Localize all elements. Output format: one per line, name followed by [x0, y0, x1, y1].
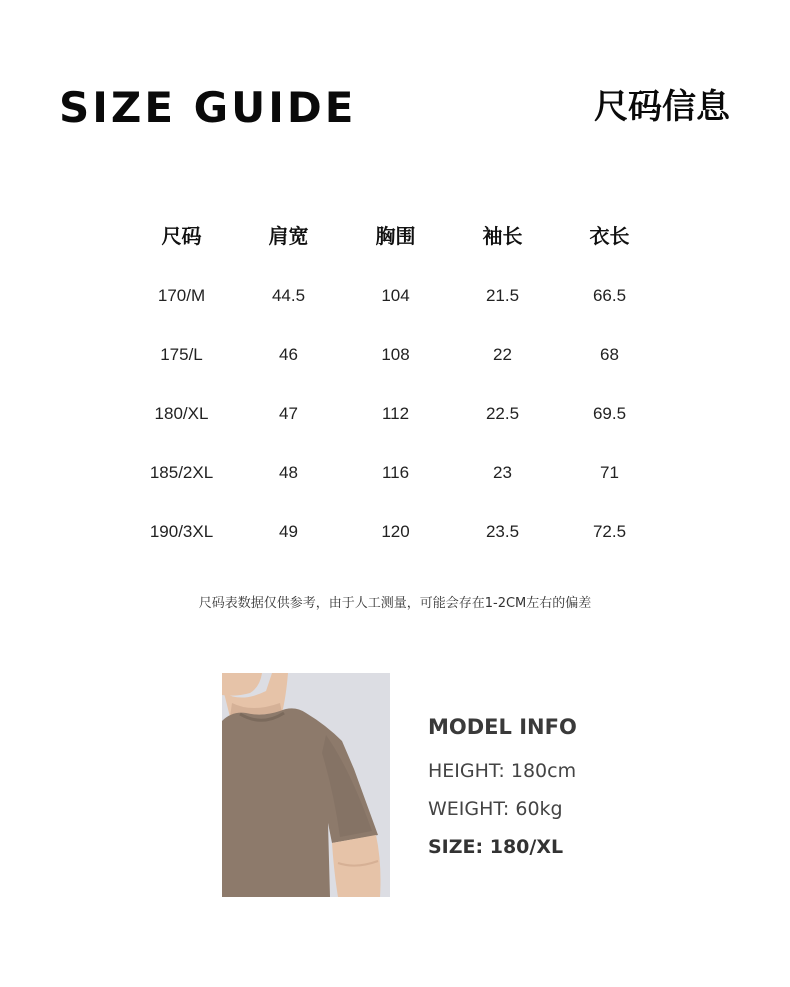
column-header-length: 衣长 — [589, 223, 630, 248]
table-cell: 120 — [381, 521, 410, 541]
table-cell: 175/L — [160, 344, 203, 364]
table-cell: 21.5 — [485, 285, 520, 305]
model-size: SIZE: 180/XL — [428, 836, 564, 858]
size-table — [128, 204, 663, 561]
model-info-panel — [428, 712, 577, 866]
table-row — [128, 264, 663, 325]
measurement-note: 尺码表数据仅供参考，由于人工测量，可能会存在1-2CM左右的偏差 — [198, 596, 592, 611]
model-height: HEIGHT: 180cm — [428, 760, 577, 782]
table-cell: 48 — [279, 462, 298, 482]
table-cell: 23 — [493, 462, 512, 482]
table-cell: 68 — [600, 344, 619, 364]
table-cell: 108 — [381, 344, 410, 364]
table-header-row — [128, 204, 663, 264]
model-photo — [222, 673, 390, 897]
table-cell: 22 — [493, 344, 512, 364]
column-header-chest: 胸围 — [375, 223, 416, 248]
table-row — [128, 502, 663, 561]
table-cell: 69.5 — [592, 403, 627, 423]
table-cell: 71 — [600, 462, 619, 482]
table-cell: 66.5 — [592, 285, 627, 305]
table-cell: 22.5 — [485, 403, 520, 423]
model-info-heading: MODEL INFO — [428, 715, 577, 739]
table-row — [128, 325, 663, 384]
table-cell: 190/3XL — [149, 521, 214, 541]
table-cell: 46 — [279, 344, 298, 364]
table-cell: 47 — [279, 403, 298, 423]
table-row — [128, 443, 663, 502]
column-header-sleeve: 袖长 — [482, 223, 523, 248]
table-cell: 116 — [381, 462, 410, 482]
table-cell: 170/M — [157, 285, 206, 305]
table-cell: 185/2XL — [149, 462, 214, 482]
model-weight: WEIGHT: 60kg — [428, 798, 563, 820]
table-cell: 72.5 — [592, 521, 627, 541]
table-cell: 44.5 — [271, 285, 306, 305]
column-header-shoulder: 肩宽 — [268, 223, 309, 248]
table-cell: 104 — [381, 285, 410, 305]
table-row — [128, 384, 663, 443]
table-cell: 112 — [381, 403, 410, 423]
column-header-size: 尺码 — [161, 223, 202, 248]
table-cell: 49 — [279, 521, 298, 541]
page-title-cn: 尺码信息 — [594, 87, 730, 127]
table-cell: 180/XL — [154, 403, 209, 423]
page-title: SIZE GUIDE — [59, 83, 357, 132]
table-cell: 23.5 — [485, 521, 520, 541]
